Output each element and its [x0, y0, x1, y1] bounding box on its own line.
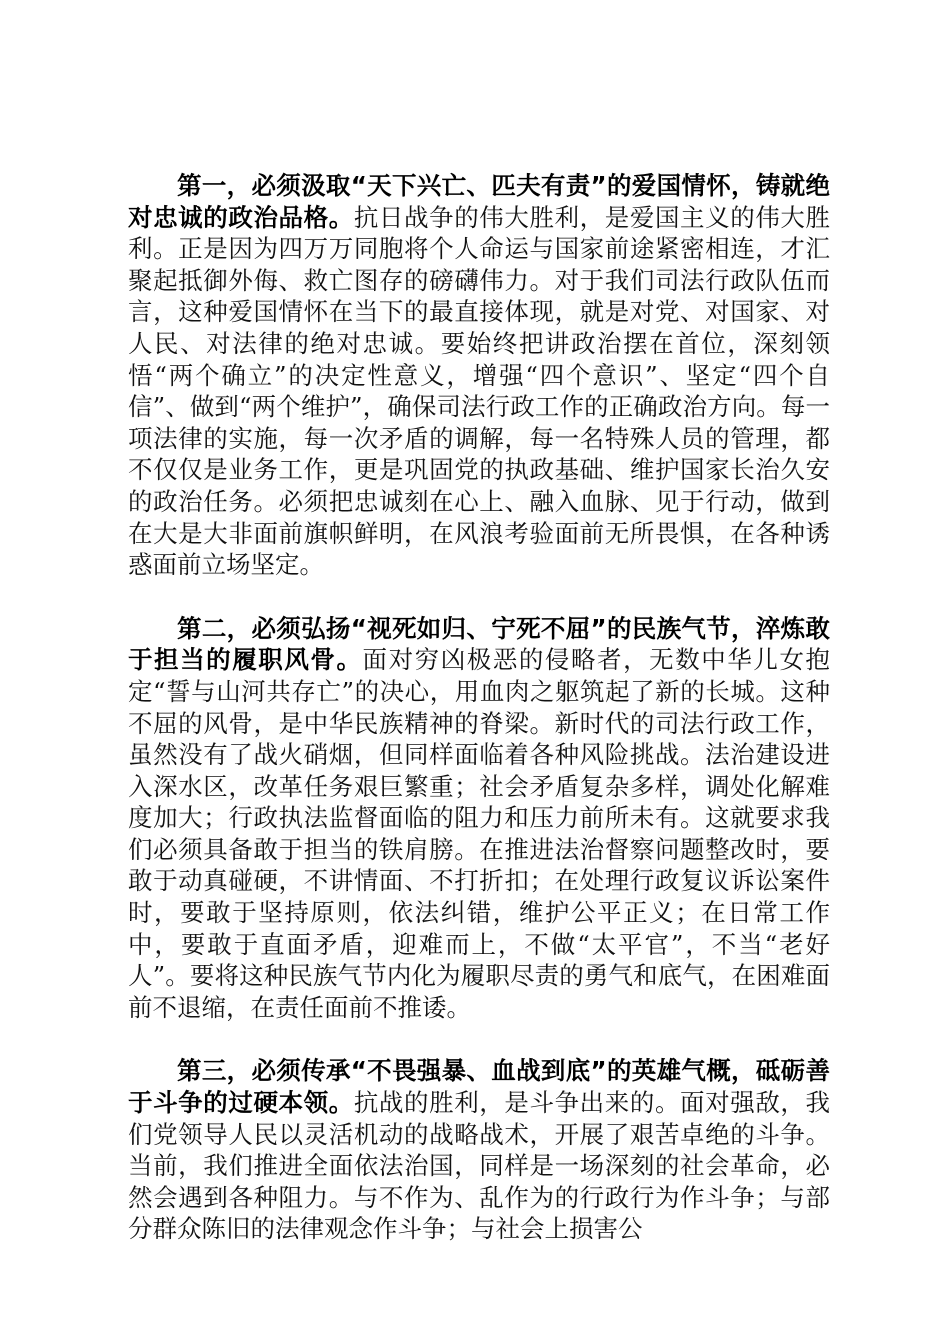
paragraph-heading: 第二，必须弘扬“视死如归、宁死不屈”的民族气节，淬炼敢于担当的履职风骨。	[128, 613, 830, 675]
paragraph-third	[128, 1055, 830, 1245]
paragraph-text: 抗战的胜利，是斗争出来的。面对强敌，我们党领导人民以灵活机动的战略战术，开展了艰苦卓绝的斗争。当前，我们推进全面依法治国，同样是一场深刻的社会革命，必然会遇到各种阻力。与不作为、乱作为的行政行为作斗争；与部分群众陈旧的法律观念作斗争；与社会上损害公	[128, 1088, 831, 1244]
paragraph-heading: 第一，必须汲取“天下兴亡、匹夫有责”的爱国情怀，铸就绝对忠诚的政治品格。	[128, 171, 830, 232]
paragraph-text: 面对穷凶极恶的侵略者，无数中华儿女抱定“誓与山河共存亡”的决心，用血肉之躯筑起了新的长城。这种不屈的风骨，是中华民族精神的脊梁。新时代的司法行政工作，虽然没有了战火硝烟，但同样面临着各种风险挑战。法治建设进入深水区，改革任务艰巨繁重；社会矛盾复杂多样，调处化解难度加大；行政执法监督面临的阻力和压力前所未有。这就要求我们必须具备敢于担当的铁肩膀。在推进法治督察问题整改时，要敢于动真碰硬，不讲情面、不打折扣；在处理行政复议诉讼案件时，要敢于坚持原则，依法纠错，维护公平正义；在日常工作中，要敢于直面矛盾，迎难而上，不做“太平官”，不当“老好人”。要将这种民族气节内化为履职尽责的勇气和底气，在困难面前不退缩，在责任面前不推诿。	[128, 645, 831, 1022]
document-body	[128, 170, 830, 1277]
paragraph-second	[128, 613, 830, 1024]
paragraph-heading: 第三，必须传承“不畏强暴、血战到底”的英雄气概，砥砺善于斗争的过硬本领。	[128, 1056, 830, 1118]
paragraph-first	[128, 170, 830, 581]
paragraph-text: 抗日战争的伟大胜利，是爱国主义的伟大胜利。正是因为四万万同胞将个人命运与国家前途紧密相连，才汇聚起抵御外侮、救亡图存的磅礴伟力。对于我们司法行政队伍而言，这种爱国情怀在当下的最直接体现，就是对党、对国家、对人民、对法律的绝对忠诚。要始终把讲政治摆在首位，深刻领悟“两个确立”的决定性意义，增强“四个意识”、坚定“四个自信”、做到“两个维护”，确保司法行政工作的正确政治方向。每一项法律的实施，每一次矛盾的调解，每一名特殊人员的管理，都不仅仅是业务工作，更是巩固党的执政基础、维护国家长治久安的政治任务。必须把忠诚刻在心上、融入血脉、见于行动，做到在大是大非面前旗帜鲜明，在风浪考验面前无所畏惧，在各种诱惑面前立场坚定。	[128, 202, 831, 580]
